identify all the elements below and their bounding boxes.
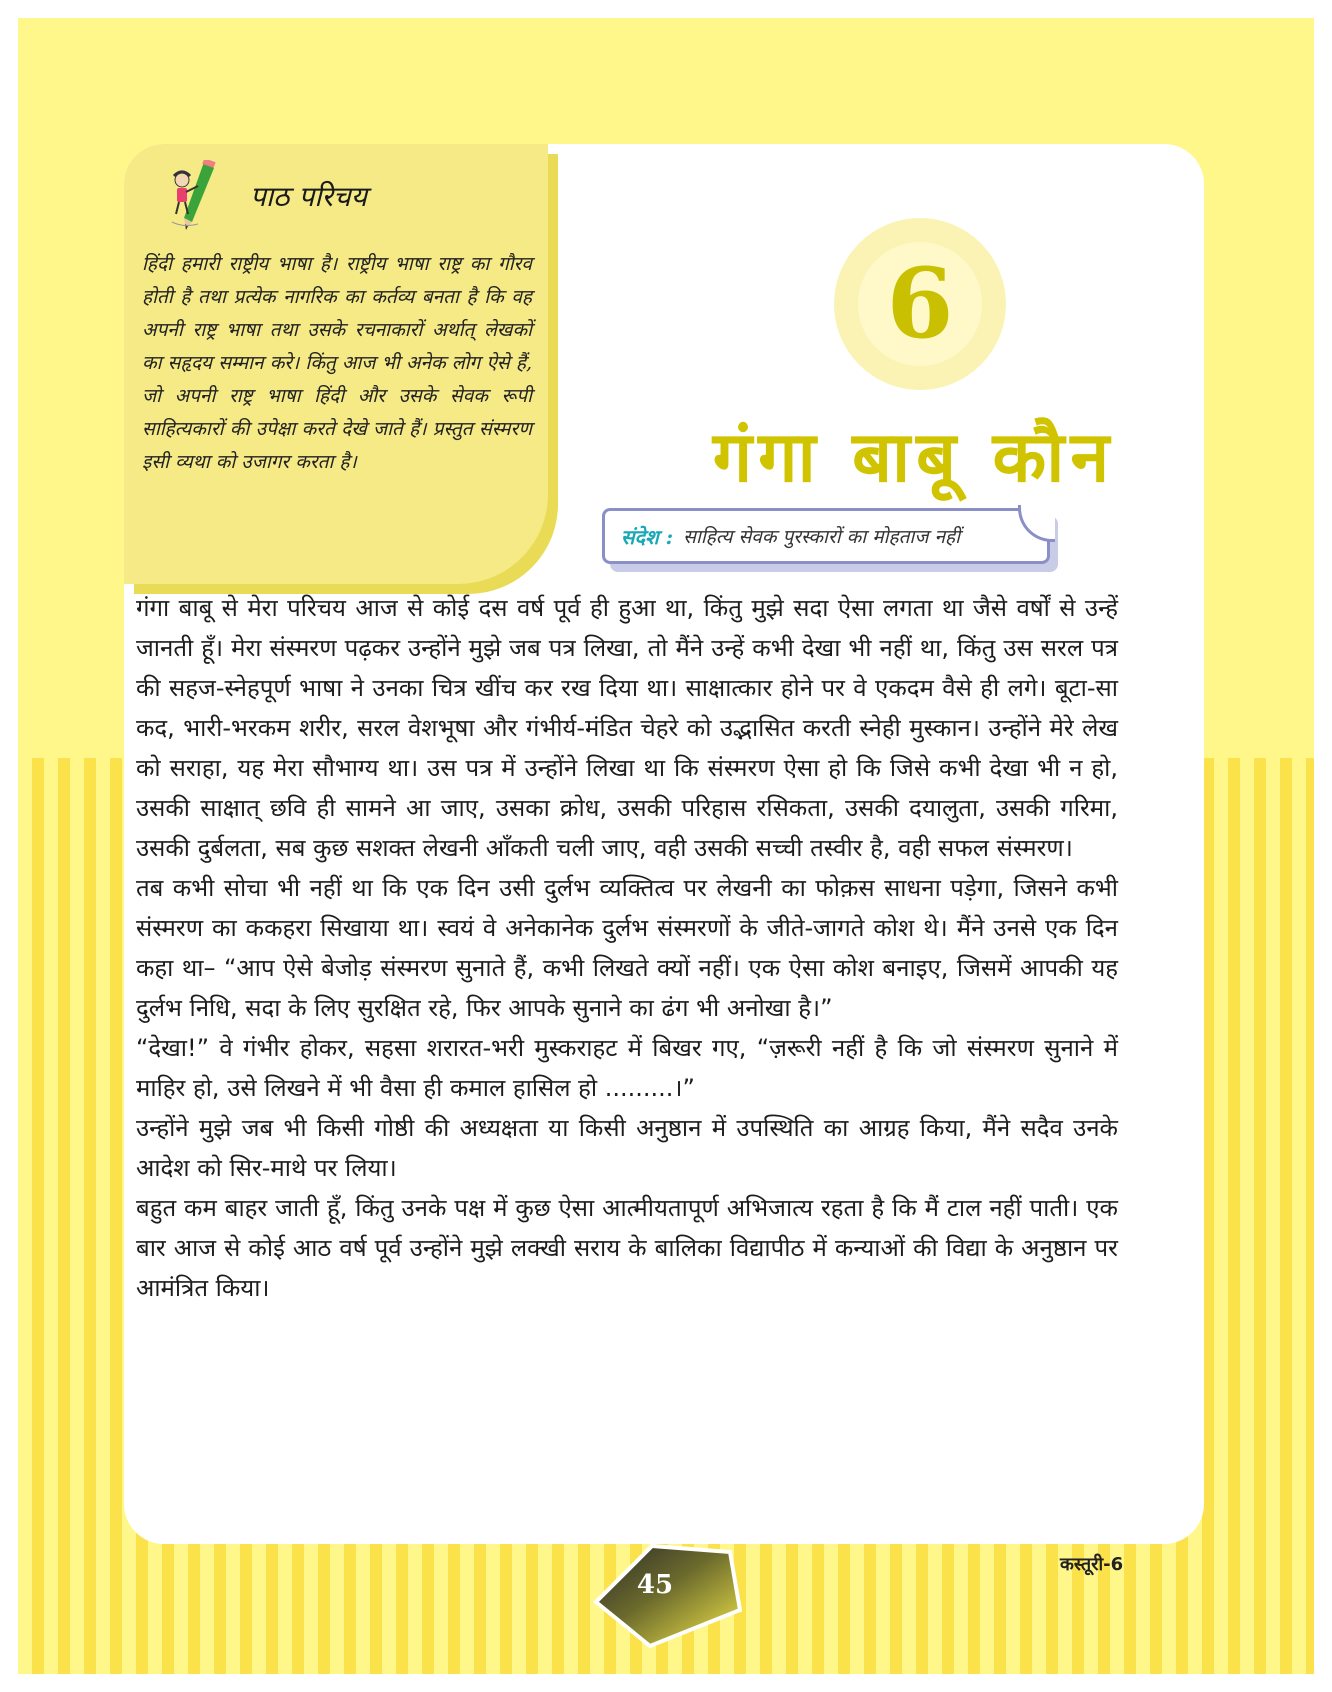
- message-box-notch: [1018, 505, 1055, 542]
- lesson-intro-title: पाठ परिचय: [250, 180, 367, 213]
- pencil-girl-icon: [164, 160, 228, 232]
- body-paragraph: तब कभी सोचा भी नहीं था कि एक दिन उसी दुर्लभ व्यक्तित्व पर लेखनी का फोक़स साधना पड़ेगा, जिसने कभी संस्मरण का ककहरा सिखाया था। स्वयं वे अनेकानेक दुर्लभ संस्मरणों के जीते-जागते कोश थे। मैंने उनसे एक दिन कहा था– “आप ऐसे बेजोड़ संस्मरण सुनाते हैं, कभी लिखते क्यों नहीं। एक ऐसा कोश बनाइए, जिसमें आपकी यह दुर्लभ निधि, सदा के लिए सुरक्षित रहे, फिर आपके सुनाने का ढंग भी अनोखा है।”: [136, 874, 1118, 1022]
- book-series-label: कस्तूरी-6: [1060, 1554, 1124, 1575]
- chapter-body: [136, 588, 1118, 1308]
- lesson-intro-header: [164, 160, 367, 232]
- body-paragraph: बहुत कम बाहर जाती हूँ, किंतु उनके पक्ष में कुछ ऐसा आत्मीयतापूर्ण अभिजात्य रहता है कि मैं टाल नहीं पाती। एक बार आज से कोई आठ वर्ष पूर्व उन्होंने मुझे लक्खी सराय के बालिका विद्यापीठ में कन्याओं की विद्या के अनुष्ठान पर आमंत्रित किया।: [136, 1194, 1118, 1302]
- lesson-intro-panel: [124, 144, 548, 584]
- chapter-number-inner: [858, 242, 982, 366]
- chapter-number: 6: [886, 247, 954, 360]
- page-number-badge: [590, 1540, 742, 1650]
- chapter-number-badge: [834, 218, 1006, 390]
- page-number: 45: [636, 1570, 674, 1600]
- body-paragraph: “देखा!” वे गंभीर होकर, सहसा शरारत-भरी मुस्कराहट में बिखर गए, “ज़रूरी नहीं है कि जो संस्मरण सुनाने में माहिर हो, उसे लिखने में भी वैसा ही कमाल हासिल हो .........।”: [136, 1034, 1118, 1102]
- message-label: संदेश :: [621, 524, 674, 549]
- content-card: [124, 144, 1204, 1544]
- chapter-title: गंगा बाबू कौन: [712, 416, 1116, 498]
- body-paragraph: गंगा बाबू से मेरा परिचय आज से कोई दस वर्ष पूर्व ही हुआ था, किंतु मुझे सदा ऐसा लगता था जैसे वर्षों से उन्हें जानती हूँ। मेरा संस्मरण पढ़कर उन्होंने मुझे जब पत्र लिखा, तो मैंने उन्हें कभी देखा भी नहीं था, किंतु उस सरल पत्र की सहज-स्नेहपूर्ण भाषा ने उनका चित्र खींच कर रख दिया था। साक्षात्कार होने पर वे एकदम वैसे ही लगे। बूटा-सा कद, भारी-भरकम शरीर, सरल वेशभूषा और गंभीर्य-मंडित चेहरे को उद्भासित करती स्नेही मुस्कान। उन्होंने मेरे लेख को सराहा, यह मेरा सौभाग्य था। उस पत्र में उन्होंने लिखा था कि संस्मरण ऐसा हो कि जिसे कभी देखा भी न हो, उसकी साक्षात् छवि ही सामने आ जाए, उसका क्रोध, उसकी परिहास रसिकता, उसकी दयालुता, उसकी गरिमा, उसकी दुर्बलता, सब कुछ सशक्त लेखनी आँकती चली जाए, वही उसकी सच्ची तस्वीर है, वही सफल संस्मरण।: [136, 594, 1118, 862]
- body-paragraph: उन्होंने मुझे जब भी किसी गोष्ठी की अध्यक्षता या किसी अनुष्ठान में उपस्थिति का आग्रह किया, मैंने सदैव उनके आदेश को सिर-माथे पर लिया।: [136, 1114, 1118, 1182]
- lesson-intro-text: हिंदी हमारी राष्ट्रीय भाषा है। राष्ट्रीय भाषा राष्ट्र का गौरव होती है तथा प्रत्येक नागरिक का कर्तव्य बनता है कि वह अपनी राष्ट्र भाषा तथा उसके रचनाकारों अर्थात् लेखकों का सहृदय सम्मान करे। किंतु आज भी अनेक लोग ऐसे हैं, जो अपनी राष्ट्र भाषा हिंदी और उसके सेवक रूपी साहित्यकारों की उपेक्षा करते देखे जाते हैं। प्रस्तुत संस्मरण इसी व्यथा को उजागर करता है।: [142, 253, 532, 473]
- message-box: [602, 508, 1050, 564]
- message-text: साहित्य सेवक पुरस्कारों का मोहताज नहीं: [683, 526, 961, 548]
